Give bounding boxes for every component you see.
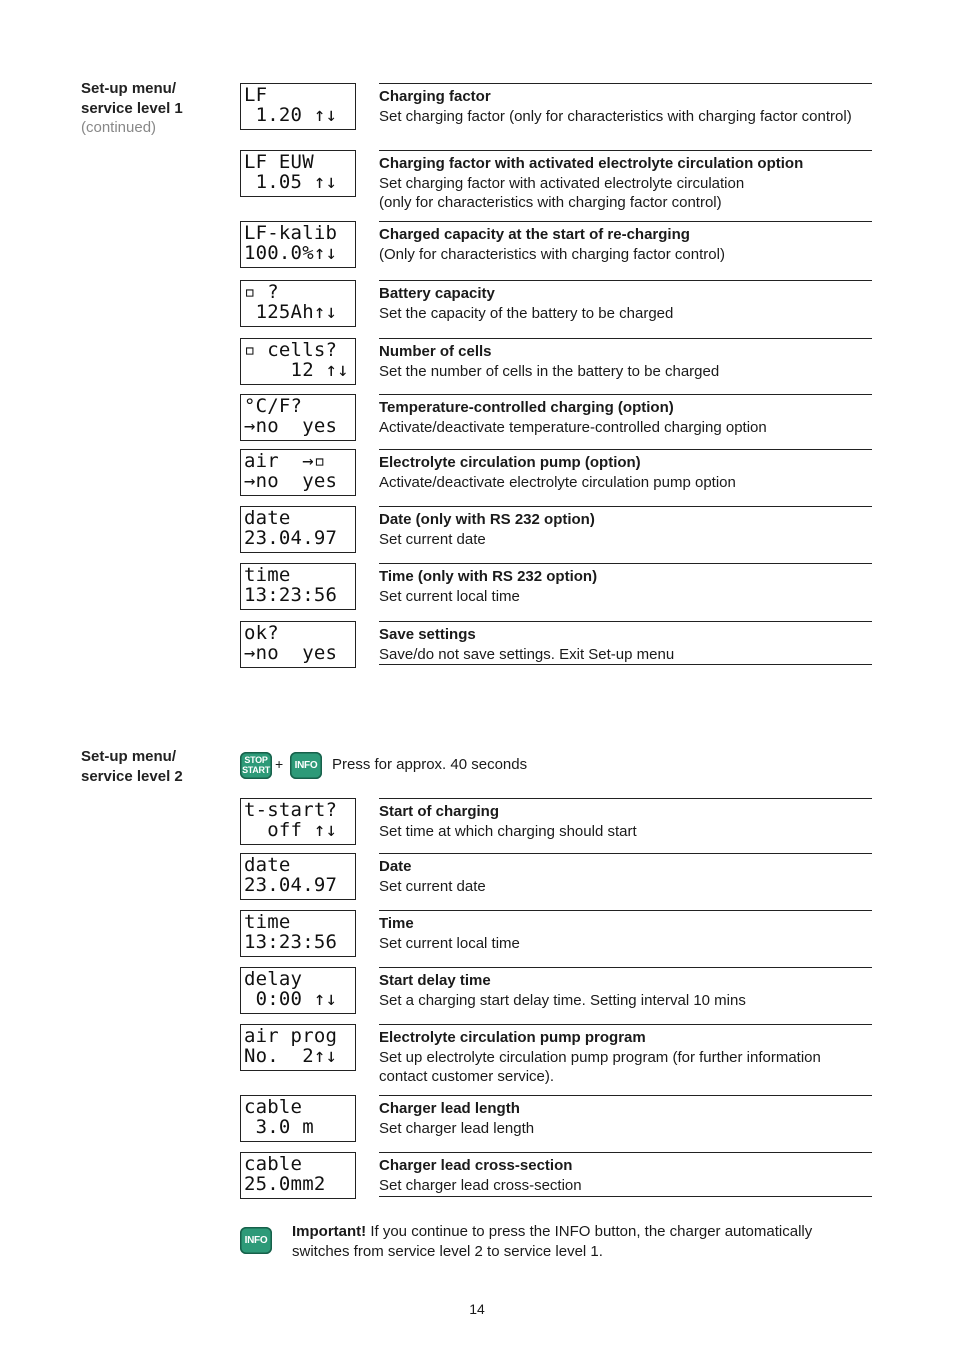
section1-label	[81, 79, 221, 138]
lcd-display	[240, 1095, 356, 1142]
page-number: 14	[469, 1301, 485, 1317]
row-description	[379, 394, 872, 437]
row-body: Set the number of cells in the battery to be charged	[379, 362, 720, 380]
row-title: Electrolyte circulation pump (option)	[379, 454, 641, 471]
lcd-line-1: air →▫	[244, 450, 326, 472]
important-label: Important!	[292, 1223, 367, 1240]
info-label: INFO	[244, 1235, 268, 1246]
lcd-line-2: 23.04.97	[244, 527, 338, 549]
section2-label	[81, 747, 221, 786]
lcd-line-1: delay	[244, 968, 303, 990]
row-description	[379, 449, 872, 492]
section1-label-continued: (continued)	[81, 119, 157, 136]
lcd-line-2: 3.0 m	[244, 1116, 314, 1138]
lcd-display	[240, 1024, 356, 1071]
start-label: START	[242, 764, 270, 775]
lcd-line-1: LF	[244, 84, 268, 106]
row-description	[379, 563, 872, 606]
lcd-line-1: cable	[244, 1153, 303, 1175]
row-description	[379, 967, 872, 1010]
lcd-line-1: air prog	[244, 1025, 338, 1047]
info-button-icon	[290, 752, 322, 779]
row-title: Start delay time	[379, 972, 491, 989]
lcd-display	[240, 394, 356, 441]
row-body: Set time at which charging should start	[379, 822, 637, 840]
row-title: Number of cells	[379, 343, 492, 360]
lcd-line-1: LF-kalib	[244, 222, 338, 244]
section1-label-line2: service level 1	[81, 99, 183, 117]
lcd-display	[240, 449, 356, 496]
row-title: Charger lead length	[379, 1100, 520, 1117]
stop-label: STOP	[244, 755, 268, 765]
row-title: Save settings	[379, 626, 476, 643]
lcd-line-2: 12 ↑↓	[244, 359, 349, 381]
row-body: Set current date	[379, 877, 486, 895]
lcd-display	[240, 83, 356, 130]
lcd-line-1: time	[244, 911, 291, 933]
lcd-display	[240, 853, 356, 900]
lcd-line-2: →no yes	[244, 470, 338, 492]
lcd-display	[240, 1152, 356, 1199]
lcd-line-2: 13:23:56	[244, 584, 338, 606]
row-title: Time (only with RS 232 option)	[379, 568, 598, 585]
row-body: Save/do not save settings. Exit Set-up menu	[379, 645, 675, 663]
section2-label-line1: Set-up menu/	[81, 748, 177, 765]
lcd-line-2: 1.20 ↑↓	[244, 104, 338, 126]
lcd-display	[240, 280, 356, 327]
row-body: Set up electrolyte circulation pump program (for further information contact customer service).	[379, 1048, 821, 1085]
row-body: Set current date	[379, 530, 486, 548]
row-body: (Only for characteristics with charging factor control)	[379, 245, 725, 263]
section1-label-line1: Set-up menu/	[81, 80, 177, 97]
row-description	[379, 506, 872, 549]
row-body: Activate/deactivate temperature-controlled charging option	[379, 418, 767, 436]
lcd-line-1: ▫ ?	[244, 281, 279, 303]
row-description	[379, 1095, 872, 1138]
row-body: Set charger lead cross-section	[379, 1176, 582, 1194]
lcd-display	[240, 506, 356, 553]
row-title: Time	[379, 915, 414, 932]
lcd-line-1: °C/F?	[244, 395, 303, 417]
row-body: Set charging factor (only for characteristics with charging factor control)	[379, 107, 852, 125]
lcd-line-2: 100.0%↑↓	[244, 242, 338, 264]
row-title: Charging factor	[379, 88, 491, 105]
lcd-display	[240, 338, 356, 385]
lcd-display	[240, 221, 356, 268]
row-description	[379, 338, 872, 381]
row-description	[379, 280, 872, 323]
row-title: Charging factor with activated electrolyte circulation option	[379, 155, 804, 172]
lcd-line-1: cable	[244, 1096, 303, 1118]
info-label: INFO	[294, 760, 318, 771]
important-note	[292, 1222, 872, 1261]
row-description	[379, 150, 872, 213]
row-title: Date	[379, 858, 412, 875]
row-title: Battery capacity	[379, 285, 495, 302]
lcd-line-1: ▫ cells?	[244, 339, 338, 361]
lcd-display	[240, 798, 356, 845]
row-title: Date (only with RS 232 option)	[379, 511, 595, 528]
stop-start-button-icon	[240, 752, 272, 779]
row-description	[379, 910, 872, 953]
row-title: Charged capacity at the start of re-charging	[379, 226, 690, 243]
lcd-line-1: LF EUW	[244, 151, 314, 173]
row-body: Activate/deactivate electrolyte circulation pump option	[379, 473, 736, 491]
lcd-line-2: 0:00 ↑↓	[244, 988, 338, 1010]
row-description	[379, 1024, 872, 1087]
row-description	[379, 621, 872, 664]
row-body: (only for characteristics with charging factor control)	[379, 194, 722, 211]
row-title: Charger lead cross-section	[379, 1157, 573, 1174]
row-body: Set the capacity of the battery to be charged	[379, 304, 674, 322]
lcd-line-2: 125Ah↑↓	[244, 301, 338, 323]
plus-sign: +	[275, 756, 284, 772]
lcd-line-1: date	[244, 507, 291, 529]
section2-label-line2: service level 2	[81, 767, 183, 785]
section1-end-rule	[379, 664, 872, 665]
row-body: Set charger lead length	[379, 1119, 535, 1137]
lcd-line-2: 23.04.97	[244, 874, 338, 896]
info-button-icon	[240, 1227, 272, 1254]
row-body: Set current local time	[379, 934, 520, 952]
row-description	[379, 221, 872, 264]
row-description	[379, 853, 872, 896]
lcd-line-2: 1.05 ↑↓	[244, 171, 338, 193]
row-body: Set current local time	[379, 587, 520, 605]
important-text: If you continue to press the INFO button, the charger automatically switches from service level 2 to service level 1.	[292, 1223, 813, 1260]
row-description	[379, 83, 872, 126]
row-description	[379, 798, 872, 841]
section2-end-rule	[379, 1196, 872, 1197]
press-instruction: Press for approx. 40 seconds	[332, 756, 528, 773]
row-body: Set charging factor with activated electrolyte circulation	[379, 174, 745, 192]
lcd-display	[240, 910, 356, 957]
row-title: Start of charging	[379, 803, 500, 820]
lcd-line-2: 25.0mm2	[244, 1173, 326, 1195]
lcd-display	[240, 967, 356, 1014]
lcd-line-2: →no yes	[244, 415, 338, 437]
lcd-line-2: →no yes	[244, 642, 338, 664]
row-title: Electrolyte circulation pump program	[379, 1029, 646, 1046]
lcd-line-2: off ↑↓	[244, 819, 338, 841]
lcd-display	[240, 621, 356, 668]
lcd-line-1: time	[244, 564, 291, 586]
lcd-line-1: t-start?	[244, 799, 338, 821]
row-body: Set a charging start delay time. Setting interval 10 mins	[379, 991, 746, 1009]
lcd-line-1: ok?	[244, 622, 279, 644]
row-title: Temperature-controlled charging (option)	[379, 399, 674, 416]
lcd-line-1: date	[244, 854, 291, 876]
lcd-display	[240, 563, 356, 610]
lcd-display	[240, 150, 356, 197]
row-description	[379, 1152, 872, 1195]
lcd-line-2: 13:23:56	[244, 931, 338, 953]
lcd-line-2: No. 2↑↓	[244, 1045, 338, 1067]
